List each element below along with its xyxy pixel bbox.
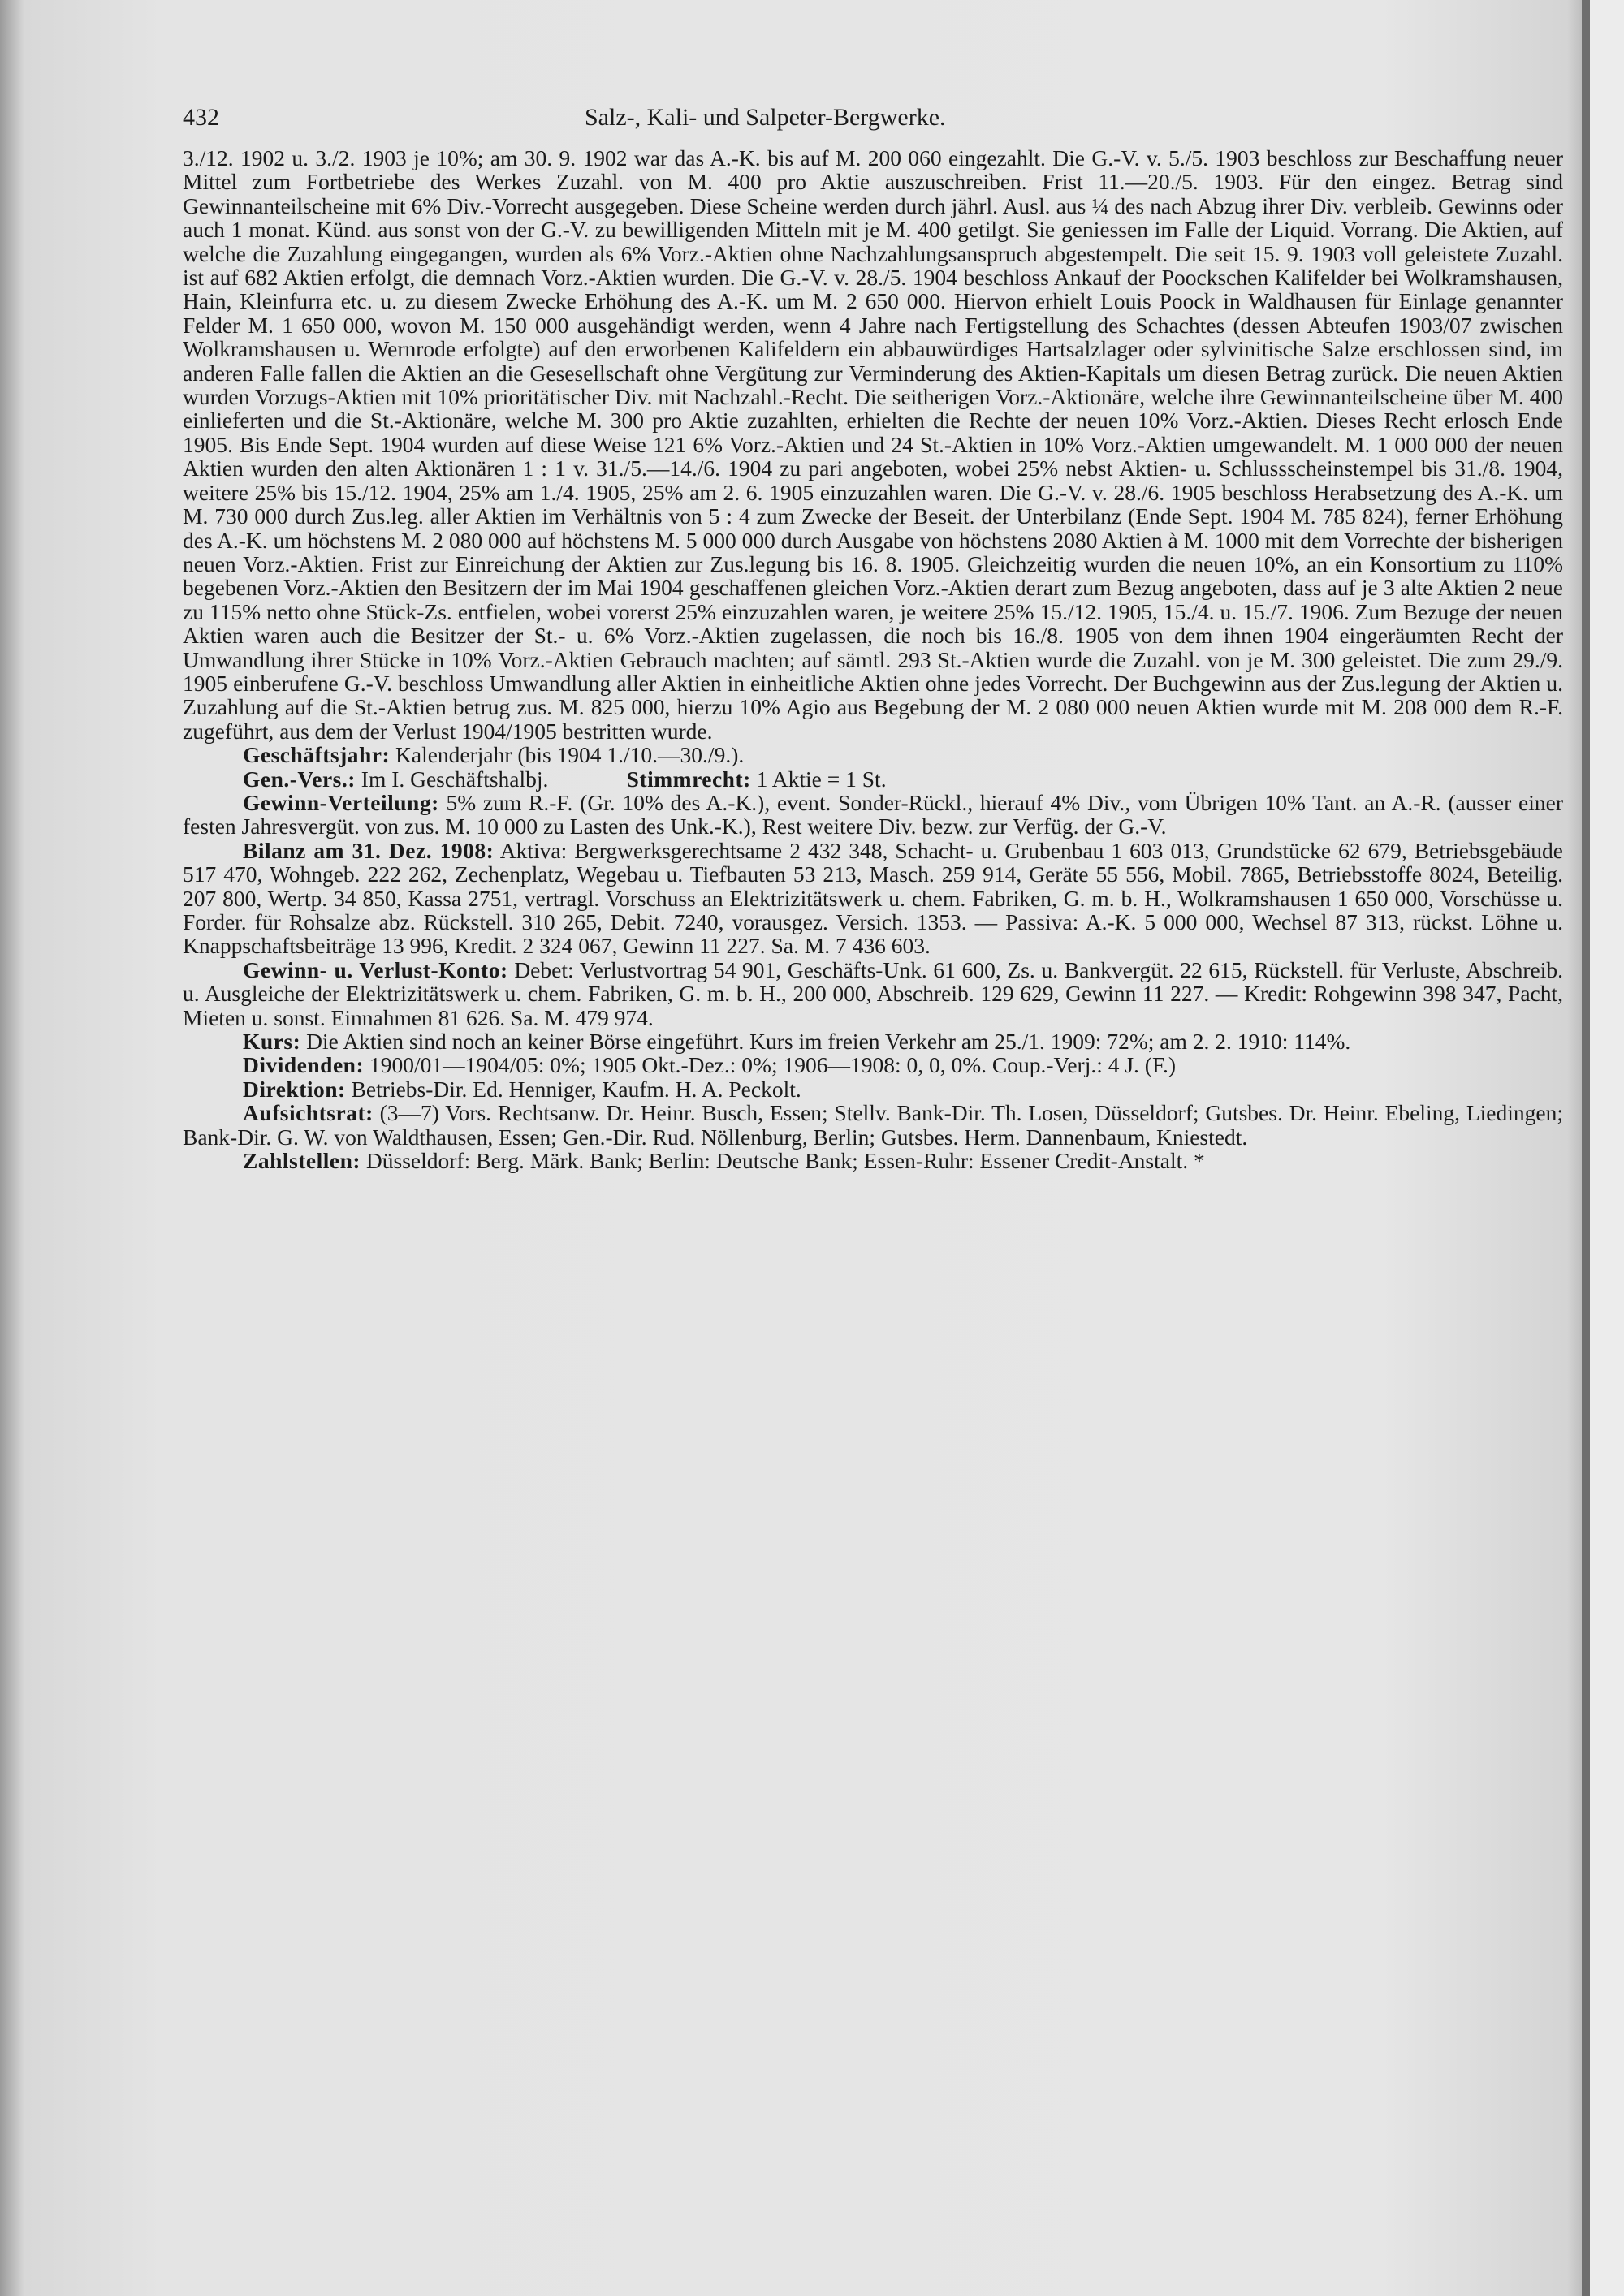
section-aufsichtsrat	[183, 1101, 1563, 1149]
section-label: Direktion:	[243, 1076, 346, 1102]
section-label: Gewinn-Verteilung:	[243, 789, 439, 815]
book-gutter	[1582, 0, 1590, 2296]
section-label: Kurs:	[243, 1029, 301, 1055]
section-text: Im I. Geschäftshalbj.	[355, 766, 549, 792]
section-text: 5% zum R.-F. (Gr. 10% des A.-K.), event. Sonder-Rückl., hierauf 4% Div., vom Übrigen 10% Tant. an A.-R. (ausser einer festen Jahresvergüt. von zus. M. 10 000 zu Lasten des Unk.-K.), Rest weitere Div. bezw. zur Verfüg. der G.-V.	[183, 789, 1563, 839]
section-label: Geschäftsjahr:	[243, 742, 391, 768]
section-text: Betriebs-Dir. Ed. Henniger, Kaufm. H. A. Peckolt.	[345, 1076, 801, 1102]
section-label: Bilanz am 31. Dez. 1908:	[243, 837, 495, 863]
section-text: Debet: Verlustvortrag 54 901, Geschäfts-Unk. 61 600, Zs. u. Bankvergüt. 22 615, Rückstell. für Verluste, Abschreib. u. Ausgleiche der Elektrizitätswerk u. chem. Fabriken, G. m. b. H., 200 000, Abschreib. 129 629, Gewinn 11 227. — Kredit: Rohgewinn 398 347, Pacht, Mieten u. sonst. Einnahmen 81 626. Sa. M. 479 974.	[183, 956, 1563, 1030]
running-title: Salz-, Kali- und Salpeter-Bergwerke.	[585, 104, 946, 131]
section-label: Gen.-Vers.:	[243, 766, 356, 792]
section-text-stimmrecht: 1 Aktie = 1 St.	[750, 766, 887, 792]
section-label: Dividenden:	[243, 1052, 365, 1078]
page-header	[183, 97, 1563, 146]
section-text: Die Aktien sind noch an keiner Börse eingeführt. Kurs im freien Verkehr am 25./1. 1909: 72%; am 2. 2. 1910: 114%.	[300, 1029, 1351, 1055]
section-label: Aufsichtsrat:	[243, 1100, 374, 1126]
section-dividenden	[183, 1053, 1563, 1077]
section-gewinn-verlust-konto	[183, 958, 1563, 1029]
page-number: 432	[183, 104, 219, 131]
section-kurs	[183, 1029, 1563, 1053]
section-text: Aktiva: Bergwerksgerechtsame 2 432 348, Schacht- u. Grubenbau 1 603 013, Grundstücke 62 679, Betriebsgebäude 517 470, Wohngeb. 222 262, Zechenplatz, Wegebau u. Tiefbauten 53 213, Masch. 259 914, Geräte 55 556, Mobil. 7865, Betriebsstoffe 8024, Beteilig. 207 800, Wertp. 34 850, Kassa 2751, vertragl. Vorschuss an Elektrizitätswerk u. chem. Fabriken, G. m. b. H., Wolkramshausen 1 650 000, Vorschüsse u. Forder. für Rohsalze abz. Rückstell. 310 265, Debit. 7240, vorausgez. Versich. 1353. — Passiva: A.-K. 5 000 000, Wechsel 87 313, rückst. Löhne u. Knappschaftsbeiträge 13 996, Kredit. 2 324 067, Gewinn 11 227. Sa. M. 7 436 603.	[183, 837, 1563, 959]
section-text: Kalenderjahr (bis 1904 1./10.—30./9.).	[390, 742, 745, 768]
section-label: Gewinn- u. Verlust-Konto:	[243, 956, 508, 982]
section-gewinn-verteilung	[183, 791, 1563, 839]
document-page	[183, 97, 1563, 2225]
section-geschaeftsjahr	[183, 743, 1563, 766]
section-zahlstellen	[183, 1149, 1563, 1172]
section-text: Düsseldorf: Berg. Märk. Bank; Berlin: Deutsche Bank; Essen-Ruhr: Essener Credit-Anstalt. *	[361, 1148, 1205, 1174]
facing-page-edge	[1590, 0, 1624, 2296]
section-gen-vers	[183, 767, 1563, 791]
section-label-stimmrecht: Stimmrecht:	[626, 766, 751, 792]
section-direktion	[183, 1077, 1563, 1101]
section-text: (3—7) Vors. Rechtsanw. Dr. Heinr. Busch, Essen; Stellv. Bank-Dir. Th. Losen, Düsseldorf; Gutsbes. Dr. Heinr. Ebeling, Liedingen; Bank-Dir. G. W. von Waldthausen, Essen; Gen.-Dir. Rud. Nöllenburg, Berlin; Gutsbes. Herm. Dannenbaum, Kniestedt.	[183, 1100, 1563, 1150]
page-body	[183, 146, 1563, 1172]
section-bilanz	[183, 839, 1563, 958]
intro-paragraph: 3./12. 1902 u. 3./2. 1903 je 10%; am 30. 9. 1902 war das A.-K. bis auf M. 200 060 eingezahlt. Die G.-V. v. 5./5. 1903 beschloss zur Beschaffung neuer Mittel zum Fortbetriebe des Werkes Zuzahl. von M. 400 pro Aktie auszuschreiben. Frist 11.—20./5. 1903. Für den eingez. Betrag sind Gewinnanteilscheine mit 6% Div.-Vorrecht ausgegeben. Diese Scheine werden durch jährl. Ausl. aus ¼ des nach Abzug ihrer Div. verbleib. Gewinns oder auch 1 monat. Künd. aus sonst von der G.-V. zu bewilligenden Mitteln mit je M. 400 getilgt. Sie geniessen im Falle der Liquid. Vorrang. Die Aktien, auf welche die Zuzahlung eingegangen, wurden als 6% Vorz.-Aktien ohne Nachzahlungsanspruch abgestempelt. Die seit 15. 9. 1903 voll geleistete Zuzahl. ist auf 682 Aktien erfolgt, die demnach Vorz.-Aktien wurden. Die G.-V. v. 28./5. 1904 beschloss Ankauf der Poockschen Kalifelder bei Wolkramshausen, Hain, Kleinfurra etc. u. zu diesem Zwecke Erhöhung des A.-K. um M. 2 650 000. Hiervon erhielt Louis Poock in Waldhausen für Einlage genannter Felder M. 1 650 000, wovon M. 150 000 ausgehändigt werden, wenn 4 Jahre nach Fertigstellung des Schachtes (dessen Abteufen 1903/07 zwischen Wolkramshausen u. Wernrode erfolgte) auf den erworbenen Kalifeldern ein abbauwürdiges Hartsalzlager oder sylvinitische Salze erschlossen sind, im anderen Falle fallen die Aktien an die Gesesellschaft ohne Vergütung zur Verminderung des Aktien-Kapitals um diesen Betrag zurück. Die neuen Aktien wurden Vorzugs-Aktien mit 10% prioritätischer Div. mit Nachzahl.-Recht. Die seitherigen Vorz.-Aktionäre, welche ihre Gewinnanteilscheine über M. 400 einlieferten und die St.-Aktionäre, welche M. 300 pro Aktie zuzahlten, erhielten die Rechte der neuen 10% Vorz.-Aktien. Dieses Recht erlosch Ende 1905. Bis Ende Sept. 1904 wurden auf diese Weise 121 6% Vorz.-Aktien und 24 St.-Aktien in 10% Vorz.-Aktien umgewandelt. M. 1 000 000 der neuen Aktien wurden den alten Aktionären 1 : 1 v. 31./5.—14./6. 1904 zu pari angeboten, wobei 25% nebst Aktien- u. Schlussscheinstempel bis 31./8. 1904, weitere 25% bis 15./12. 1904, 25% am 1./4. 1905, 25% am 2. 6. 1905 einzuzahlen waren. Die G.-V. v. 28./6. 1905 beschloss Herabsetzung des A.-K. um M. 730 000 durch Zus.leg. aller Aktien im Verhältnis von 5 : 4 zum Zwecke der Beseit. der Unterbilanz (Ende Sept. 1904 M. 785 824), ferner Erhöhung des A.-K. um höchstens M. 2 080 000 auf höchstens M. 5 000 000 durch Ausgabe von höchstens 2080 Aktien à M. 1000 mit dem Vorrechte der bisherigen neuen Vorz.-Aktien. Frist zur Einreichung der Aktien zur Zus.legung bis 16. 8. 1905. Gleichzeitig wurden die neuen 10%, an ein Konsortium zu 110% begebenen Vorz.-Aktien den Besitzern der im Mai 1904 geschaffenen gleichen Vorz.-Aktien derart zum Bezug angeboten, dass auf je 3 alte Aktien 2 neue zu 115% netto ohne Stück-Zs. entfielen, wobei vorerst 25% einzuzahlen waren, je weitere 25% 15./12. 1905, 15./4. u. 15./7. 1906. Zum Bezuge der neuen Aktien waren auch die Besitzer der St.- u. 6% Vorz.-Aktien zugelassen, die noch bis 16./8. 1905 von dem ihnen 1904 eingeräumten Recht der Umwandlung ihrer Stücke in 10% Vorz.-Aktien Gebrauch machten; auf sämtl. 293 St.-Aktien wurde die Zuzahl. von je M. 300 geleistet. Die zum 29./9. 1905 einberufene G.-V. beschloss Umwandlung aller Aktien in einheitliche Aktien ohne jedes Vorrecht. Der Buchgewinn aus der Zus.legung der Aktien u. Zuzahlung auf die St.-Aktien betrug zus. M. 825 000, hierzu 10% Agio aus Begebung der M. 2 080 000 neuen Aktien wurde mit M. 208 000 dem R.-F. zugeführt, aus dem der Verlust 1904/1905 bestritten wurde.	[183, 145, 1563, 744]
section-text: 1900/01—1904/05: 0%; 1905 Okt.-Dez.: 0%; 1906—1908: 0, 0, 0%. Coup.-Verj.: 4 J. (F.)	[364, 1052, 1177, 1078]
section-label: Zahlstellen:	[243, 1148, 361, 1174]
